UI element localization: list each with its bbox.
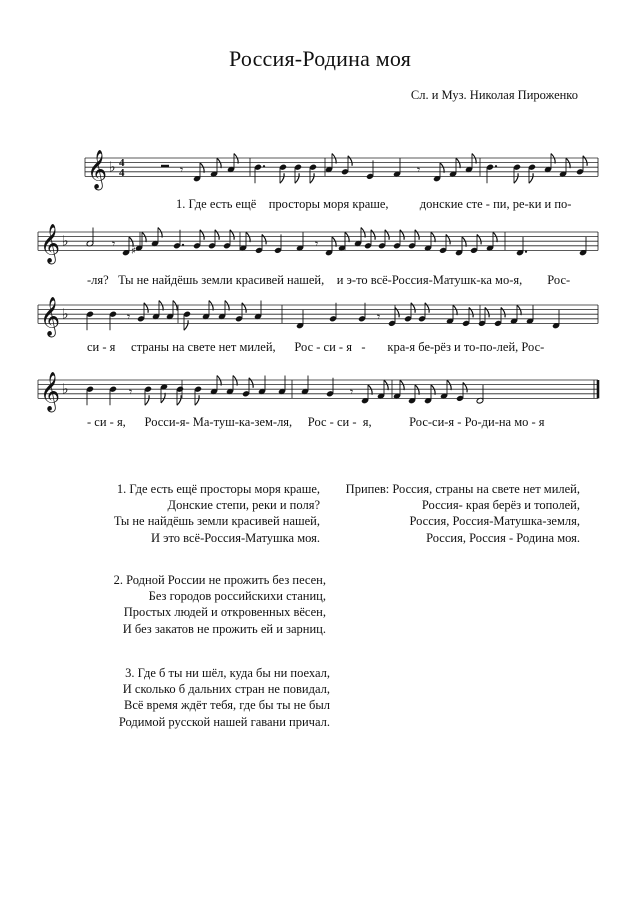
note-flag: [431, 385, 435, 395]
note-flag: [161, 393, 165, 403]
chorus: [338, 481, 580, 546]
note-flag: [472, 154, 476, 164]
note-flag: [332, 237, 336, 247]
lyric-line-3: си - я страны на свете нет милей, Рос - си - я - кра-я бе-рёз и то-по-лей, Рос-: [87, 340, 545, 354]
note-flag: [485, 307, 489, 317]
note-flag: [217, 376, 221, 386]
chorus-line: Припев: Россия, страны на свете нет милей,: [345, 482, 580, 496]
note-flag: [415, 385, 419, 395]
treble-clef: 𝄞: [87, 149, 108, 190]
note-flag: [262, 234, 266, 244]
note-flag: [249, 378, 253, 388]
note-flag: [529, 173, 533, 183]
note-flag: [233, 376, 237, 386]
note-flag: [469, 307, 473, 317]
eighth-rest: 𝄾: [180, 162, 184, 177]
lyric-line-1: 1. Где есть ещё просторы моря краше, донские сте - пи, ре-ки и по-: [176, 197, 572, 211]
verse-2-line: И без закатов не прожить ей и зарниц.: [122, 621, 326, 636]
verse-1-line: 1. Где есть ещё просторы моря краше,: [116, 482, 320, 496]
note-dot: [495, 165, 497, 167]
note-flag: [159, 301, 163, 311]
verse-3-line: Всё время ждёт тебя, где бы ты не был: [124, 698, 330, 713]
chorus-line: Россия, Россия - Родина моя.: [426, 530, 580, 545]
note-flag: [583, 156, 587, 166]
note-flag: [332, 154, 336, 164]
note-flag: [440, 163, 444, 173]
note-flag: [242, 303, 246, 313]
note-flag: [566, 158, 570, 168]
note-flag: [184, 320, 188, 330]
note-flag: [225, 301, 229, 311]
eighth-rest: 𝄾: [112, 236, 116, 251]
treble-clef: 𝄞: [40, 296, 61, 337]
note-flag: [456, 158, 460, 168]
note-flag: [145, 395, 149, 405]
note-flag: [425, 303, 429, 313]
note-flag: [447, 380, 451, 390]
note-flag: [215, 230, 219, 240]
key-signature-flat: ♭: [62, 381, 69, 398]
note-flag: [385, 230, 389, 240]
note-flag: [411, 303, 415, 313]
note-flag: [477, 234, 481, 244]
note-flag: [195, 395, 199, 405]
note-flag: [200, 163, 204, 173]
note-flag: [295, 173, 299, 183]
verse-3-line: 3. Где б ты ни шёл, куда бы ни поехал,: [125, 666, 330, 680]
note-flag: [348, 156, 352, 166]
note-flag: [361, 228, 365, 238]
note-flag: [230, 230, 234, 240]
verse-2: [104, 572, 326, 637]
verse-2-line: Простых людей и откровенных вёсен,: [123, 605, 326, 620]
note-flag: [415, 230, 419, 240]
note-flag: [493, 232, 497, 242]
note-flag: [173, 301, 177, 311]
note-flag: [514, 173, 518, 183]
lyric-line-4: - си - я, Росси-я- Ма-туш-ка-зем-ля, Рос - си - я, Рос-си-я - Ро-ди-на мо - я: [87, 415, 545, 429]
note-dot: [182, 244, 184, 246]
note-dot: [525, 251, 527, 253]
note-flag: [144, 303, 148, 313]
note-flag: [209, 301, 213, 311]
note-flag: [217, 158, 221, 168]
chorus-line: Россия, Россия-Матушка-земля,: [409, 514, 580, 529]
half-rest: [161, 165, 169, 167]
verse-3-line: И сколько б дальних стран не повидал,: [122, 682, 330, 697]
note-flag: [310, 173, 314, 183]
note-flag: [517, 305, 521, 315]
note-flag: [200, 230, 204, 240]
chorus-line: Россия- края берёз и тополей,: [421, 498, 580, 513]
note-flag: [463, 382, 467, 392]
treble-clef: 𝄞: [40, 223, 61, 264]
note-flag: [142, 232, 146, 242]
note-flag: [177, 395, 181, 405]
author-credit: Сл. и Муз. Николая Пироженко: [410, 88, 578, 102]
eighth-rest: 𝄾: [129, 384, 133, 399]
key-signature-flat: ♭: [109, 159, 116, 176]
note-flag: [395, 307, 399, 317]
time-signature-top: 4: [119, 157, 125, 170]
time-signature-bottom: 4: [119, 166, 125, 179]
eighth-rest: 𝄾: [315, 236, 319, 251]
song-title: Россия-Родина моя: [228, 46, 412, 71]
note-flag: [384, 380, 388, 390]
verse-3: [104, 665, 330, 730]
note-flag: [501, 307, 505, 317]
sharp-accidental: ♯: [131, 245, 136, 257]
treble-clef: 𝄞: [40, 371, 61, 412]
verse-1-line: Ты не найдёшь земли красивей нашей,: [113, 514, 320, 529]
note-flag: [446, 234, 450, 244]
note-flag: [551, 154, 555, 164]
eighth-rest: 𝄾: [377, 309, 381, 324]
verse-1-line: И это всё-Россия-Матушка моя.: [150, 530, 320, 545]
verse-1: [104, 481, 320, 546]
note-flag: [453, 305, 457, 315]
verse-1-line: Донские степи, реки и поля?: [167, 498, 320, 513]
verse-3-line: Родимой русской нашей гавани причал.: [118, 714, 330, 729]
note-flag: [368, 385, 372, 395]
note-flag: [246, 232, 250, 242]
note-flag: [158, 228, 162, 238]
note-flag: [462, 237, 466, 247]
eighth-rest: 𝄾: [417, 162, 421, 177]
note-flag: [234, 154, 238, 164]
note-flag: [400, 230, 404, 240]
note-flag: [431, 232, 435, 242]
note-flag: [400, 380, 404, 390]
note-flag: [280, 173, 284, 183]
note-flag: [371, 230, 375, 240]
note-dot: [263, 165, 265, 167]
key-signature-flat: ♭: [62, 233, 69, 250]
key-signature-flat: ♭: [62, 306, 69, 323]
verse-2-line: Без городов российскихи станиц,: [148, 589, 326, 604]
eighth-rest: 𝄾: [350, 384, 354, 399]
verse-2-line: 2. Родной России не прожить без песен,: [113, 573, 326, 587]
note-flag: [345, 232, 349, 242]
lyric-line-2: -ля? Ты не найдёшь земли красивей нашей, и э-то всё-Россия-Матушк-ка мо-я, Рос-: [87, 273, 571, 287]
eighth-rest: 𝄾: [127, 309, 131, 324]
